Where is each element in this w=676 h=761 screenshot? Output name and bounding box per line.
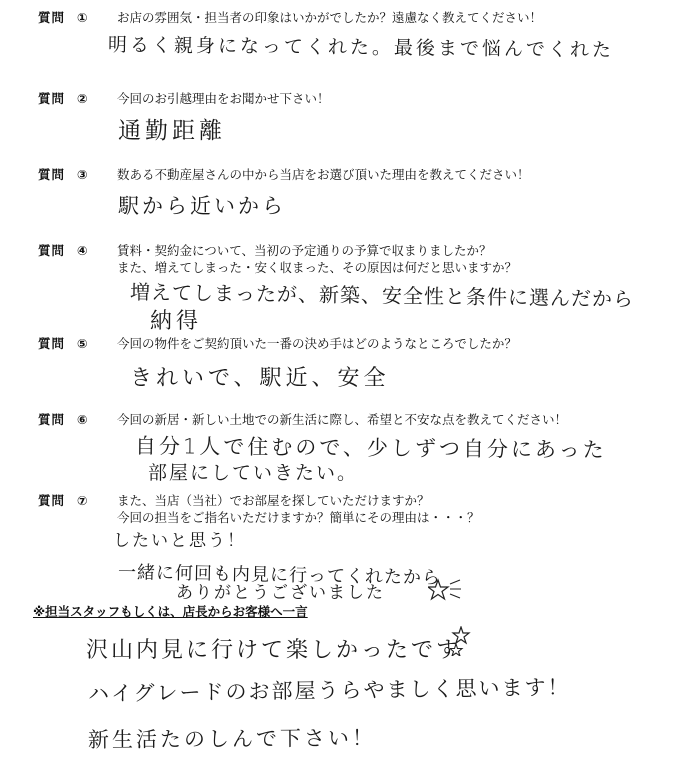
question-6-label bbox=[38, 410, 89, 428]
question-number: ⑦ bbox=[77, 493, 89, 508]
staff-message-line-3: 新生活たのしんで下さい！ bbox=[87, 725, 377, 752]
question-1-label bbox=[38, 8, 89, 26]
question-label-text: 質問 bbox=[38, 336, 66, 351]
staff-message-line-2: ハイグレードのお部屋うらやましく思います！ bbox=[87, 675, 571, 706]
answer-5-line-1: きれいで、駅近、安全 bbox=[130, 366, 390, 391]
question-number: ⑥ bbox=[77, 412, 89, 427]
question-3-label bbox=[38, 165, 89, 183]
question-7-text-line-1: また、当店（当社）でお部屋を探していただけますか？ bbox=[117, 493, 430, 508]
question-label-text: 質問 bbox=[38, 243, 66, 258]
question-number: ② bbox=[77, 91, 89, 106]
question-label-text: 質問 bbox=[38, 493, 66, 508]
answer-6-line-1: 自分1人で住むので、少しずつ自分にあった bbox=[134, 434, 607, 463]
question-label-text: 質問 bbox=[38, 412, 66, 427]
question-number: ④ bbox=[77, 243, 89, 258]
answer-6-line-2: 部屋にしていきたい。 bbox=[148, 462, 359, 484]
question-number: ① bbox=[77, 10, 89, 25]
question-number: ⑤ bbox=[77, 336, 89, 351]
question-label-text: 質問 bbox=[38, 10, 66, 25]
question-7-label bbox=[38, 491, 89, 509]
question-7-text-line-2: 今回の担当をご指名いただけますか？簡単にその理由は・・・？ bbox=[117, 510, 480, 525]
answer-4-line-1: 増えてしまったが、新築、安全性と条件に選んだから bbox=[129, 280, 635, 312]
question-number: ③ bbox=[77, 167, 89, 182]
question-2-label bbox=[38, 89, 89, 107]
question-3-text: 数ある不動産屋さんの中から当店をお選び頂いた理由を教えてください！ bbox=[117, 167, 530, 182]
answer-3-line-1: 駅から近いから bbox=[118, 194, 286, 218]
question-5-label bbox=[38, 334, 89, 352]
answer-1-line-1: 明るく親身になってくれた。最後まで悩んでくれた bbox=[107, 34, 615, 62]
doodle-star-icon bbox=[428, 578, 462, 602]
answer-7-line-2: 一緒に何回も内見に行ってくれたから bbox=[117, 562, 442, 589]
question-4-text-line-2: また、増えてしまった・安く収まった、その原因は何だと思いますか？ bbox=[117, 260, 518, 275]
question-1-text: お店の雰囲気・担当者の印象はいかがでしたか？遠慮なく教えてください！ bbox=[117, 10, 543, 25]
answer-4-line-2: 納得 bbox=[150, 309, 203, 334]
question-4-label bbox=[38, 241, 89, 259]
question-4-text-line-1: 賃料・契約金について、当初の予定通りの予算で収まりましたか？ bbox=[117, 243, 492, 258]
staff-message-line-1: 沢山内見に行けて楽しかったです bbox=[86, 638, 462, 663]
question-label-text: 質問 bbox=[38, 167, 66, 182]
staff-comment-heading: ※担当スタッフもしくは、店長からお客様へ一言 bbox=[33, 604, 308, 619]
answer-2-line-1: 通勤距離 bbox=[118, 118, 226, 144]
question-2-text: 今回のお引越理由をお聞かせ下さい！ bbox=[117, 91, 330, 106]
answer-7-line-3: ありがとうございました bbox=[176, 583, 385, 603]
doodle-star-icon bbox=[450, 626, 476, 656]
question-6-text: 今回の新居・新しい土地での新生活に際し、希望と不安な点を教えてください！ bbox=[117, 412, 568, 427]
question-5-text: 今回の物件をご契約頂いた一番の決め手はどのようなところでしたか？ bbox=[117, 336, 517, 351]
question-label-text: 質問 bbox=[38, 91, 66, 106]
answer-7-line-1: したいと思う！ bbox=[113, 531, 246, 551]
